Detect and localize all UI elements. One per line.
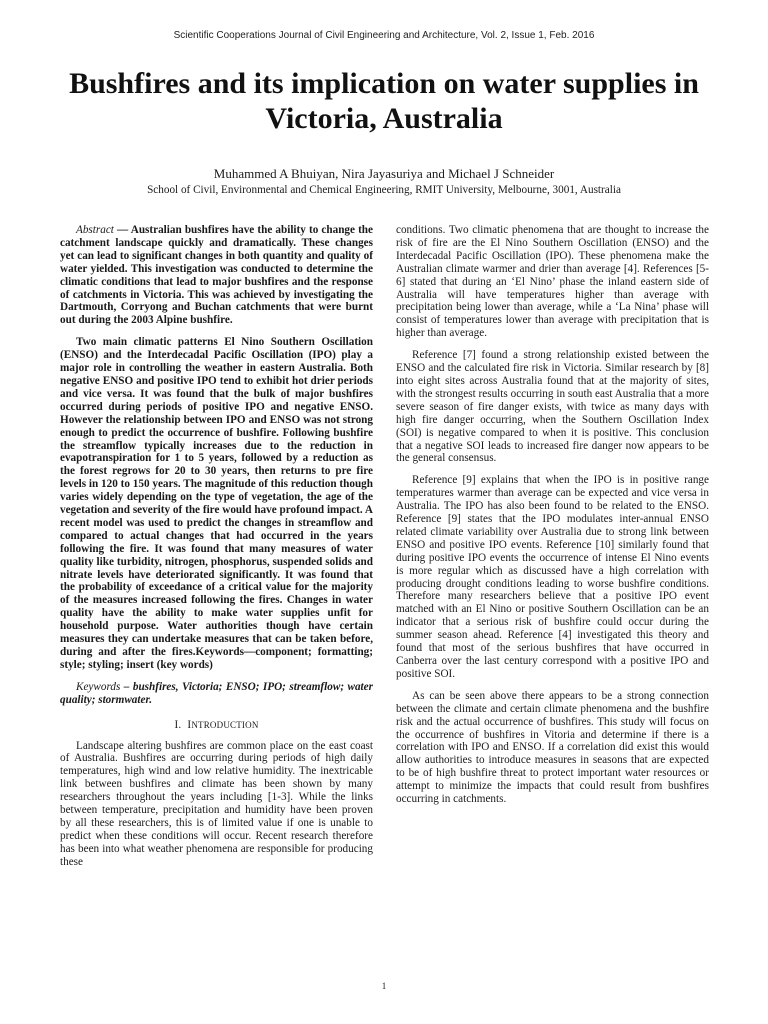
- page-number: 1: [381, 981, 387, 991]
- affiliation: School of Civil, Environmental and Chemical Engineering, RMIT University, Melbourne, 3001, Australia: [147, 184, 621, 196]
- abstract-paragraph-2: Two main climatic patterns El Nino Southern Oscillation (ENSO) and the Interdecadal Pacific Oscillation (IPO) play a major role in controlling the weather in eastern Australia. Both negative ENSO and positive IPO tend to exhibit hot drier periods and vice versa. It was found that the bulk of major bushfires occurred during periods of positive IPO and negative ENSO. However the relationship between IPO and ENSO was not strong enough to predict the occurrence of bushfire. Following bushfire the streamflow typically increases due to the reduction in evapotranspiration for 1 to 5 years, followed by a reduction as the forest regrows for 20 to 30 years, then returns to pre fire levels in 120 to 150 years. The magnitude of this reduction though varies widely depending on the type of vegetation, the age of the vegetation and severity of the fire would have profound impact. A recent model was used to predict the changes in streamflow and compared to actual changes that had occurred in the years following the fire. It was found that many measures of water quality like turbidity, nitrogen, phosphorus, suspended solids and nitrate levels have deteriorated significantly. It was found that the probability of exceedance of a critical value for the majority of the measures increased following the fires. Changes in water quality have the ability to make water supplies unfit for household purpose. Water authorities though have certain measures they can undertake measures that can be taken before, during and after the fires.Keywords—component; formatting; style; styling; insert (key words): [60, 336, 373, 671]
- abstract-dash: —: [113, 224, 131, 236]
- section-numeral: I.: [174, 718, 182, 731]
- abstract-label: Abstract: [76, 224, 114, 236]
- section-title-rest: NTRODUCTION: [191, 719, 259, 730]
- left-column: [60, 224, 373, 878]
- section-heading-introduction: [60, 719, 373, 732]
- intro-paragraph-3: Reference [9] explains that when the IPO is in positive range temperatures warmer than average can be expected and vice versa in Australia. The IPO has also been found to be related to the ENSO. Reference [9] states that the IPO modulates inter-annual ENSO related climate variability over Australia due to strong link between ENSO and positive IPO events. Reference [10] similarly found that during positive IPO events the occurrence of intense El Nino events is more regular which as discussed have a high correlation with producing drought conditions leading to worse bushfire conditions. Therefore many researchers believe that a positive IPO event matched with an El Nino or positive Southern Oscillation can be an indicator that a serious risk of bushfire could occur during the summer season ahead. Reference [4] investigated this theory and found that most of the serious bushfires that have occurred in Canberra over the last century correspond with a positive IPO and positive SOI.: [396, 474, 709, 680]
- running-head: Scientific Cooperations Journal of Civil Engineering and Architecture, Vol. 2, Issue 1, Feb. 2016: [173, 30, 595, 41]
- paper-title: Bushfires and its implication on water supplies in Victoria, Australia: [69, 67, 699, 135]
- abstract-paragraph: [60, 224, 373, 327]
- author-list: Muhammed A Bhuiyan, Nira Jayasuriya and Michael J Schneider: [213, 166, 555, 181]
- intro-paragraph-4: As can be seen above there appears to be a strong connection between the climate and certain climate phenomena and the bushfire risk and the actual occurrence of bushfires. This study will focus on the occurrence of bushfires in Vitoria and determine if there is a correlation with IPO and ENSO. If a correlation did exist this would allow authorities to introduce measures in seasons that are expected to be of high bushfire threat to protect important water resources or attempt to minimize the impacts that could result from bushfires occurring in catchments.: [396, 689, 709, 806]
- keywords-label: Keywords: [76, 680, 121, 693]
- intro-paragraph-2: Reference [7] found a strong relationship existed between the ENSO and the calculated fire risk in Victoria. Similar research by [8] into eight sites across Australia found that at the majority of sites, with the strongest results occurring in south east Australia that a more severe season of fire danger exists, with twice as many days with high fire danger occurring, when the Southern Oscillation Index (SOI) is negative compared to when it is positive. This conclusion that a negative SOI leads to increased fire danger now appears to be the general consensus.: [396, 349, 709, 465]
- right-column: [396, 224, 709, 815]
- intro-paragraph-1-continued: conditions. Two climatic phenomena that are thought to increase the risk of fire are the El Nino Southern Oscillation (ENSO) and the Interdecadal Pacific Oscillation (IPO). These phenomena make the Australian climate warmer and drier than average [4]. References [5-6] stated that during an ‘El Nino’ phase the inland eastern side of Australia will have temperatures higher than average with precipitation being lower than average, while a ‘La Nina’ phase will consist of temperatures lower than average with precipitation that is higher than average.: [396, 224, 709, 340]
- intro-paragraph-1: Landscape altering bushfires are common place on the east coast of Australia. Bushfires are occurring during periods of high daily temperatures, high wind and low relative humidity. The inextricable link between bushfires and climate has been shown by many researchers throughout the years including [1-3]. While the links between temperature, precipitation and humidity have been proven by all these researchers, this is of limited value if one is unable to predict when these conditions will occur. Recent research therefore has been into what weather phenomena are responsible for producing these: [60, 739, 373, 868]
- section-first-letter: I: [187, 718, 192, 731]
- keywords-text: – bushfires, Victoria; ENSO; IPO; streamflow; water quality; stormwater.: [60, 680, 373, 706]
- keywords-paragraph: [60, 681, 373, 707]
- abstract-text: Australian bushfires have the ability to change the catchment landscape quickly and dramatically. These changes yet can lead to significant changes in both quantity and quality of water yielded. This investigation was conducted to determine the climatic conditions that lead to major bushfires and the response of catchments in Victoria. This was achieved by investigating the Dartmouth, Corryong and Buchan catchments that were burnt out during the 2003 Alpine bushfire.: [60, 224, 373, 327]
